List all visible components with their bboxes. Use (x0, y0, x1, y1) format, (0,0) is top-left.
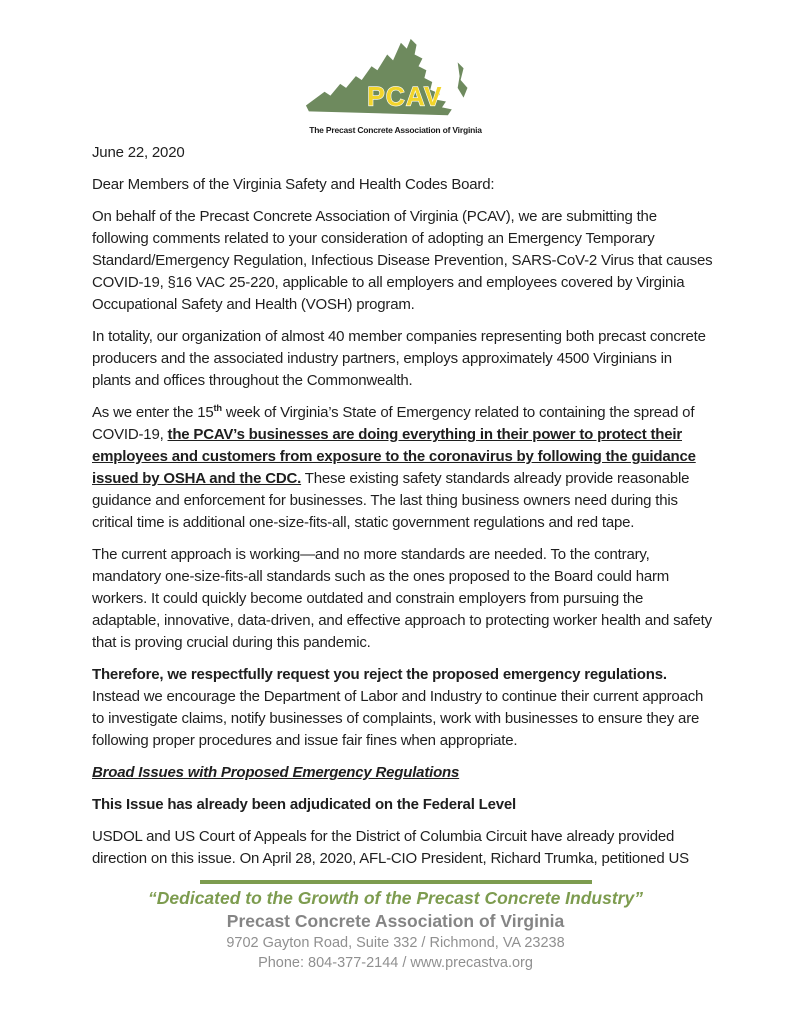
ordinal-superscript: th (213, 403, 222, 413)
sub-heading: This Issue has already been adjudicated on the Federal Level (92, 796, 516, 813)
footer-tagline: “Dedicated to the Growth of the Precast Concrete Industry” (148, 888, 643, 908)
paragraph-2: In totality, our organization of almost 40 member companies representing both precast concrete producers and the associated industry partners, employs approximately 4500 Virginians in plants and offices throughout the Commonwealth. (92, 328, 706, 389)
salutation: Dear Members of the Virginia Safety and Health Codes Board: (92, 176, 495, 193)
letter-footer (0, 880, 791, 973)
letter-date: June 22, 2020 (92, 144, 185, 161)
letter-body (92, 142, 714, 880)
virginia-map-icon (303, 36, 489, 124)
paragraph-5-rest: Instead we encourage the Department of Labor and Industry to continue their current approach to investigate claims, notify businesses of complaints, work with businesses to ensure they are following proper procedures and issue fair fines when appropriate. (92, 688, 704, 749)
footer-phone-website: Phone: 804-377-2144 / www.precastva.org (258, 955, 533, 971)
paragraph-5-bold-lead: Therefore, we respectfully request you reject the proposed emergency regulations. (92, 666, 667, 683)
paragraph-3-rest: These existing safety standards already provide reasonable guidance and enforcement for businesses. The last thing business owners need during this critical time is additional one-size-fits-all, static government regulations and red tape. (92, 470, 690, 531)
paragraph-3 (92, 402, 714, 534)
logo-acronym: PCAV (366, 81, 442, 112)
paragraph-5 (92, 664, 714, 752)
paragraph-3-emphasis: the PCAV’s businesses are doing everything in their power to protect their employees and customers from exposure to the coronavirus by following the guidance issued by OSHA and the CDC. (92, 426, 696, 487)
paragraph-3-mid: week of Virginia’s State of Emergency related to containing the spread of COVID-19, (92, 404, 695, 443)
paragraph-6: USDOL and US Court of Appeals for the District of Columbia Circuit have already provided direction on this issue. On April 28, 2020, AFL-CIO President, Richard Trumka, petitioned US (92, 828, 689, 867)
paragraph-4: The current approach is working—and no more standards are needed. To the contrary, mandatory one-size-fits-all standards such as the ones proposed to the Board could harm workers. It could quickly become outdated and constrain employers from pursuing the adaptable, innovative, data-driven, and effective approach to protecting worker health and safety that is proving crucial during this pandemic. (92, 546, 712, 651)
footer-organization-name: Precast Concrete Association of Virginia (226, 911, 565, 931)
paragraph-3-lead: As we enter the 15 (92, 404, 214, 421)
eastern-shore-silhouette (457, 62, 467, 97)
footer-address: 9702 Gayton Road, Suite 332 / Richmond, VA 23238 (226, 935, 565, 951)
paragraph-1: On behalf of the Precast Concrete Association of Virginia (PCAV), we are submitting the following comments related to your consideration of adopting an Emergency Temporary Standard/Emergency Regulation, Infectious Disease Prevention, SARS-CoV-2 Virus that causes COVID-19, §16 VAC 25-220, applicable to all employers and employees covered by Virginia Occupational Safety and Health (VOSH) program. (92, 208, 713, 313)
logo-caption: The Precast Concrete Association of Virginia (309, 125, 482, 135)
pcav-logo (301, 36, 491, 135)
footer-divider (200, 880, 592, 884)
section-heading: Broad Issues with Proposed Emergency Regulations (92, 764, 460, 781)
